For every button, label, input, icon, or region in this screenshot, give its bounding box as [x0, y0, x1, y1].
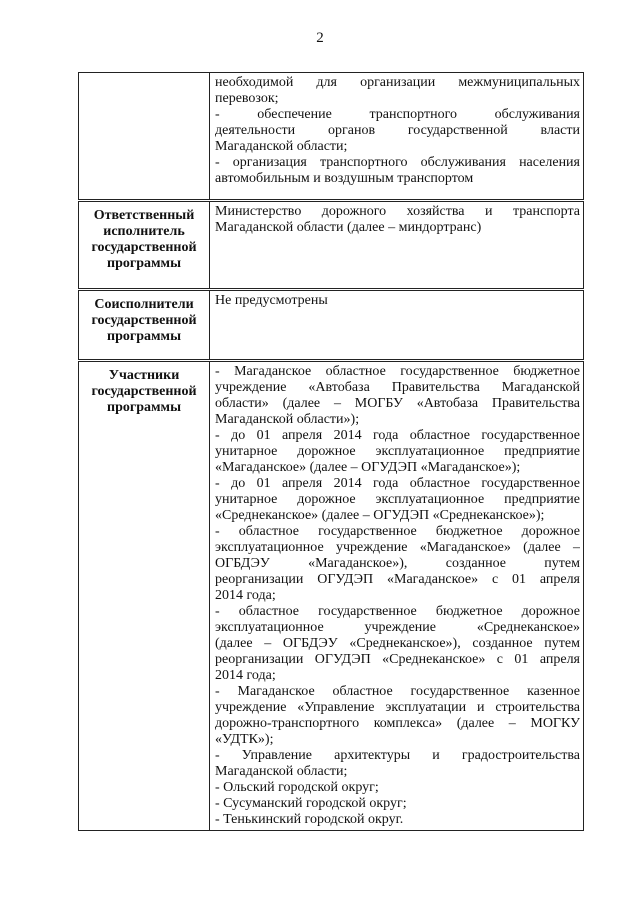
label-line: исполнитель: [103, 224, 185, 239]
content-line: - Магаданское областное государственное казенное: [215, 684, 580, 699]
row-label-participants: [79, 361, 210, 831]
label-line: программы: [107, 400, 181, 415]
content-line: перевозок;: [215, 91, 279, 106]
table-row-participants: [79, 361, 584, 831]
content-line: (далее – ОГБДЭУ «Среднеканское»), созданное путем: [215, 636, 580, 651]
content-line: - Тенькинский городской округ.: [215, 812, 404, 827]
content-line: деятельности органов государственной власти: [215, 123, 580, 138]
label-line: программы: [107, 329, 181, 344]
content-line: унитарное дорожное эксплуатационное предприятие: [215, 492, 580, 507]
content-line: «Среднеканское» (далее – ОГУДЭП «Среднеканское»);: [215, 508, 545, 523]
table-row-goals: [79, 73, 584, 201]
page-number: 2: [316, 30, 324, 46]
content-line: - областное государственное бюджетное дорожное: [215, 524, 580, 539]
content-line: - Ольский городской округ;: [215, 780, 379, 795]
label-line: Участники: [108, 368, 180, 383]
row-label-co-executors: [79, 290, 210, 361]
content-line: Магаданской области;: [215, 139, 348, 154]
content-line: эксплуатационное учреждение «Среднеканское»: [215, 620, 580, 635]
content-line: унитарное дорожное эксплуатационное предприятие: [215, 444, 580, 459]
content-line: реорганизации ОГУДЭП «Магаданское» с 01 апреля: [215, 572, 580, 587]
row-content-participants: [210, 361, 584, 831]
content-line: Министерство дорожного хозяйства и транспорта: [215, 204, 580, 219]
content-line: реорганизации ОГУДЭП «Среднеканское» с 01 апреля: [215, 652, 580, 667]
content-line: - областное государственное бюджетное дорожное: [215, 604, 580, 619]
content-line: - организация транспортного обслуживания населения: [215, 155, 580, 170]
content-line: «Магаданское» (далее – ОГУДЭП «Магаданское»);: [215, 460, 521, 475]
content-line: - до 01 апреля 2014 года областное государственное: [215, 476, 580, 491]
content-line: - Управление архитектуры и градостроительства: [215, 748, 580, 763]
label-line: государственной: [91, 384, 197, 399]
content-line: - до 01 апреля 2014 года областное государственное: [215, 428, 580, 443]
label-line: программы: [107, 256, 181, 271]
content-line: - Сусуманский городской округ;: [215, 796, 407, 811]
content-line: автомобильным и воздушным транспортом: [215, 171, 474, 186]
content-line: 2014 года;: [215, 588, 276, 603]
row-label-responsible-executor: [79, 201, 210, 290]
content-line: Магаданской области;: [215, 764, 348, 779]
row-content-co-executors: [210, 290, 584, 361]
content-line: области» (далее – МОГБУ «Автобаза Правительства: [215, 396, 580, 411]
content-line: эксплуатационное учреждение «Магаданское» (далее –: [215, 540, 580, 555]
content-line: Магаданской области (далее – миндортранс): [215, 220, 482, 235]
content-line: дорожно-транспортного комплекса» (далее – МОГКУ: [215, 716, 580, 731]
content-line: 2014 года;: [215, 668, 276, 683]
row-content-responsible-executor: [210, 201, 584, 290]
label-line: государственной: [91, 240, 197, 255]
content-line: учреждение «Управление эксплуатации и строительства: [215, 700, 580, 715]
table-row-responsible-executor: [79, 201, 584, 290]
label-line: государственной: [91, 313, 197, 328]
content-line: «УДТК»);: [215, 732, 274, 747]
content-line: - Магаданское областное государственное бюджетное: [215, 364, 580, 379]
label-line: Соисполнители: [94, 297, 194, 312]
program-passport-table: [78, 72, 584, 831]
table-row-co-executors: [79, 290, 584, 361]
content-line: ОГБДЭУ «Магаданское»), созданное путем: [215, 556, 580, 571]
label-line: Ответственный: [93, 208, 195, 223]
row-label-goals: [79, 73, 210, 201]
content-line: необходимой для организации межмуниципальных: [215, 75, 580, 90]
content-line: Не предусмотрены: [215, 293, 328, 308]
content-line: учреждение «Автобаза Правительства Магаданской: [215, 380, 580, 395]
row-content-goals: [210, 73, 584, 201]
content-line: - обеспечение транспортного обслуживания: [215, 107, 580, 122]
content-line: Магаданской области»);: [215, 412, 360, 427]
